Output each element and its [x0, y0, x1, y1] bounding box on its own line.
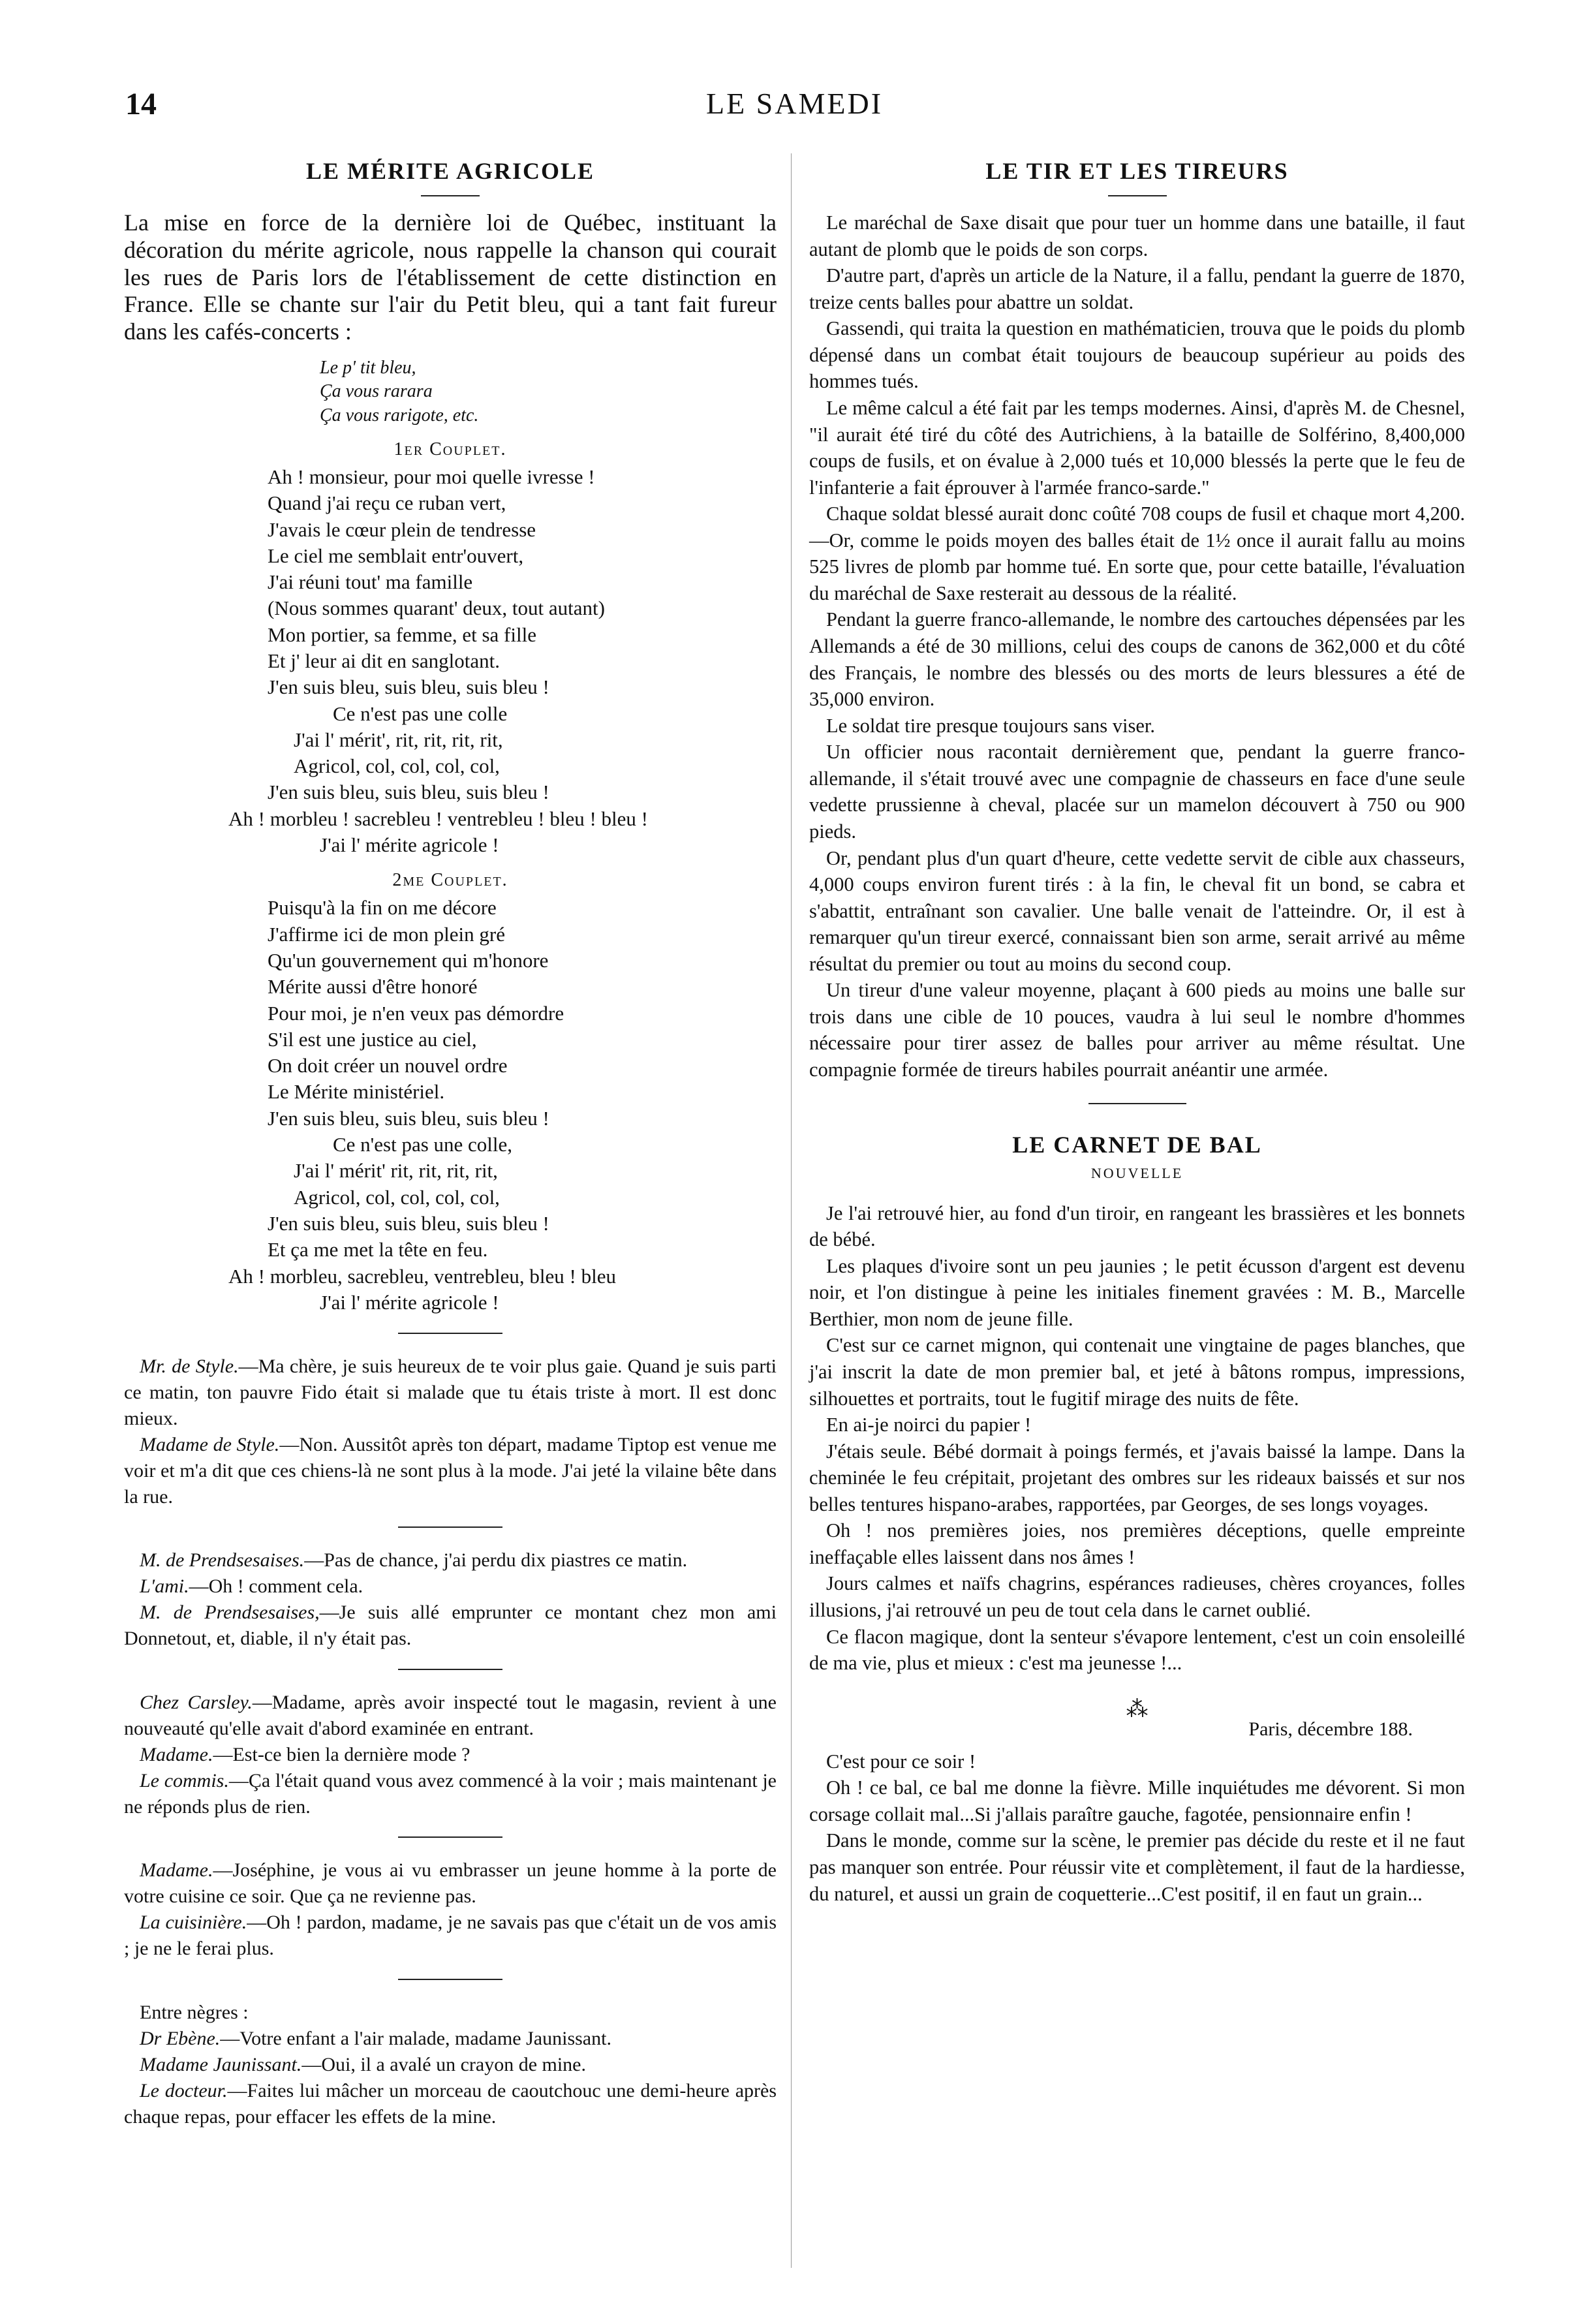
paragraph: D'autre part, d'après un article de la Nature, il a fallu, pendant la guerre de 1870, treize cents balles pour abattre un soldat. [809, 264, 1465, 313]
dialog-line [124, 1857, 777, 1910]
dialog-line [124, 1690, 777, 1742]
dialog-text: —Madame, après avoir inspecté tout le magasin, revient à une nouveauté qu'elle avait d'abord examinée en entrant. [124, 1692, 777, 1739]
poem-line: Agricol, col, col, col, col, [294, 754, 500, 778]
dialog-text: —Oui, il a avalé un crayon de mine. [301, 2053, 587, 2075]
anecdote-4 [124, 1857, 777, 1962]
poem-line: Le ciel me semblait entr'ouvert, [268, 544, 524, 567]
carnet-title: LE CARNET DE BAL [1012, 1131, 1262, 1158]
poem-line: Ah ! monsieur, pour moi quelle ivresse ! [268, 465, 595, 488]
poem-line: J'ai l' mérite agricole ! [320, 833, 499, 857]
carnet-subtitle: NOUVELLE [1090, 1164, 1184, 1181]
dialog-line [124, 1910, 777, 1962]
section-rule [398, 1836, 502, 1838]
speaker-name: Madame. [140, 1859, 213, 1882]
poem-line: J'en suis bleu, suis bleu, suis bleu ! [268, 1106, 549, 1130]
dialog-text: —Je suis allé emprunter ce montant chez mon ami Donnetout, et, diable, il n'y était pas. [124, 1602, 777, 1650]
dialog-text: —Oh ! comment cela. [189, 1575, 363, 1598]
poem-line: Pour moi, je n'en veux pas démordre [268, 1001, 564, 1025]
paragraph: Oh ! nos premières joies, nos premières déceptions, quelle empreinte ineffaçable elles laissent dans nos âmes ! [809, 1519, 1465, 1568]
paragraph: Je l'ai retrouvé hier, au fond d'un tiroir, en rangeant les brassières et les bonnets de bébé. [809, 1201, 1465, 1251]
poem-line: S'il est une justice au ciel, [268, 1027, 477, 1051]
paragraph: Les plaques d'ivoire sont un peu jaunies ; le petit écusson d'argent est devenu noir, et l'on distingue à peine les initiales finement gravées : M. B., Marcelle Berthier, mon nom de jeune fille. [809, 1254, 1465, 1330]
paragraph: Gassendi, qui traita la question en mathématicien, trouva que le poids du plomb dépensé dans un combat était toujours de beaucoup supérieur au poids des hommes tués. [809, 317, 1465, 393]
speaker-name: La cuisinière. [140, 1912, 247, 1934]
title-rule [421, 195, 480, 196]
paragraph: Un tireur d'une valeur moyenne, plaçant à 600 pieds au moins une balle sur trois dans une cible de 10 pouces, vaudra à lui seul le nombre d'hommes nécessaire pour tirer assez de balles pour arriver au même résultat. Une compagnie formée de tireurs habiles pourrait anéantir une armée. [809, 979, 1465, 1081]
paragraph: C'est sur ce carnet mignon, qui contenait une vingtaine de pages blanches, que j'ai inscrit la date de mon premier bal, et jeté à bâtons rompus, impressions, silhouettes et portraits, tout le fugitif mirage des nuits de fête. [809, 1334, 1465, 1410]
dialog-line [124, 1742, 777, 1768]
anecdote-5-intro: Entre nègres : [140, 2002, 249, 2024]
speaker-name: L'ami. [140, 1575, 189, 1598]
poem-line: J'ai l' mérite agricole ! [320, 1290, 499, 1314]
section-rule [398, 1669, 502, 1670]
poem-line: Mon portier, sa femme, et sa fille [268, 623, 536, 646]
dialog-line [124, 1600, 777, 1652]
merite-intro: La mise en force de la dernière loi de Québec, instituant la décoration du mérite agricole, nous rappelle la chanson qui courait les rues de Paris lors de l'établissement de cette distinction en France. Elle se chante sur l'air du Petit bleu, qui a tant fait fureur dans les cafés-concerts : [124, 209, 777, 345]
poem-line: Et ça me met la tête en feu. [268, 1238, 488, 1262]
speaker-name: Le docteur. [140, 2079, 228, 2101]
speaker-name: Madame Jaunissant. [140, 2053, 302, 2075]
couplet1-title: 1er Couplet. [393, 439, 507, 459]
speaker-name: Madame. [140, 1743, 213, 1765]
section-rule [1088, 1103, 1186, 1104]
refrain [124, 356, 777, 427]
section-rule [398, 1526, 502, 1528]
paragraph: Or, pendant plus d'un quart d'heure, cette vedette servit de cible aux chasseurs, 4,000 coups environ furent tirés : à la fin, le cheval fit un bond, se cabra et s'abattit, entraînant son cavalier. Une balle venait de l'atteindre. Or, il est à remarquer qu'un tireur exercé, connaissant bien son arme, serait arrivé au même résultat du premier ou tout au moins du second coup. [809, 846, 1465, 975]
paragraph: C'est pour ce soir ! [826, 1750, 976, 1773]
tir-body [809, 209, 1465, 1083]
carnet-body-2 [809, 1748, 1465, 1907]
paragraph: Pendant la guerre franco-allemande, le nombre des cartouches dépensées par les Allemands a été de 30 millions, celui des coups de canons de 362,000 et du côté des Français, le nombre des blessés ou des morts de leurs blessures a été de 35,000 environ. [809, 608, 1465, 711]
dialog-text: —Votre enfant a l'air malade, madame Jaunissant. [220, 2027, 611, 2049]
dialog-line [124, 2078, 777, 2130]
speaker-name: M. de Prendsesaises. [140, 1549, 305, 1572]
paragraph: Le maréchal de Saxe disait que pour tuer un homme dans une bataille, il faut autant de plomb que le poids de son corps. [809, 211, 1465, 260]
speaker-name: Mr. de Style. [140, 1356, 239, 1378]
paragraph: Un officier nous racontait dernièrement que, pendant la guerre franco-allemande, il s'était trouvé avec une compagnie de chasseurs en face d'une seule vedette prussienne à cheval, placée sur un mamelon découvert à 750 ou 900 pieds. [809, 741, 1465, 843]
speaker-name: Madame de Style. [140, 1433, 280, 1455]
paragraph: Ce flacon magique, dont la senteur s'évapore lentement, c'est un coin ensoleillé de ma vie, plus et mieux : c'est ma jeunesse !... [809, 1625, 1465, 1675]
dialog-text: —Pas de chance, j'ai perdu dix piastres ce matin. [304, 1549, 688, 1572]
title-rule [1108, 195, 1167, 196]
anecdote-1 [124, 1354, 777, 1510]
speaker-name: Dr Ebène. [140, 2027, 221, 2049]
poem-line: J'en suis bleu, suis bleu, suis bleu ! [268, 1211, 549, 1235]
poem-line: J'ai réuni tout' ma famille [268, 570, 473, 594]
poem-line: Puisqu'à la fin on me décore [268, 896, 497, 920]
poem-line: Ah ! morbleu, sacrebleu, ventrebleu, bleu ! bleu [228, 1264, 616, 1288]
speaker-name: M. de Prendsesaises, [140, 1602, 320, 1624]
paragraph: Chaque soldat blessé aurait donc coûté 708 coups de fusil et chaque mort 4,200.—Or, comme le poids moyen des balles était de 1½ once il aurait fallu au moins 525 livres de plomb par homme tué. En sorte que, pour cette bataille, l'évaluation du maréchal de Saxe resterait au dessous de la réalité. [809, 503, 1465, 604]
poem-line: Et j' leur ai dit en sanglotant. [268, 649, 500, 672]
paragraph: Le soldat tire presque toujours sans viser. [826, 714, 1155, 737]
anecdote-5 [124, 2000, 777, 2130]
poem-line: On doit créer un nouvel ordre [268, 1054, 508, 1077]
section-rule [398, 1979, 502, 1980]
dateline: Paris, décembre 188. [1248, 1718, 1413, 1740]
column-divider [791, 153, 792, 2268]
poem-line: J'en suis bleu, suis bleu, suis bleu ! [268, 781, 549, 804]
section-rule [398, 1333, 502, 1334]
paragraph: J'étais seule. Bébé dormait à poings fermés, et j'avais baissé la lampe. Dans la cheminée le feu crépitait, projetant des ombres sur les rideaux baissés et sur nos belles tentures hispano-arabes, rapportées, par Georges, de ses longs voyages. [809, 1440, 1465, 1515]
poem-line: Quand j'ai reçu ce ruban vert, [268, 491, 506, 515]
dialog-text: —Est-ce bien la dernière mode ? [213, 1743, 471, 1765]
refrain-line: Le p' tit bleu, [320, 357, 416, 378]
dialog-line [124, 2026, 777, 2052]
poem-line: Ce n'est pas une colle [333, 702, 508, 725]
dialog-line [124, 1547, 777, 1573]
dialog-text: —Faites lui mâcher un morceau de caoutchouc une demi-heure après chaque repas, pour effacer les effets de la mine. [124, 2079, 777, 2128]
right-column [809, 157, 1465, 1907]
journal-title: LE SAMEDI [705, 87, 884, 120]
dialog-line [124, 1573, 777, 1600]
carnet-body [809, 1200, 1465, 1677]
dialog-line [124, 1432, 777, 1510]
poem-line: Mérite aussi d'être honoré [268, 975, 478, 999]
page-number: 14 [125, 87, 157, 121]
dialog-line [124, 1768, 777, 1820]
poem-line: Qu'un gouvernement qui m'honore [268, 948, 549, 972]
poem-line: J'ai l' mérit', rit, rit, rit, rit, [294, 728, 503, 751]
dialog-text: —Oh ! pardon, madame, je ne savais pas que c'était un de vos amis ; je ne le ferai plus. [124, 1912, 777, 1960]
refrain-line: Ça vous rarara [320, 381, 433, 402]
dialog-text: —Ça l'était quand vous avez commencé à la voir ; mais maintenant je ne réponds plus de rien. [124, 1769, 777, 1818]
dialog-line [124, 1354, 777, 1432]
anecdote-2 [124, 1547, 777, 1652]
couplet1 [124, 464, 777, 858]
poem-line: Agricol, col, col, col, col, [294, 1185, 500, 1209]
paragraph: Jours calmes et naïfs chagrins, espérances radieuses, chères croyances, folles illusions, j'ai retrouvé un peu de tout cela dans le carnet oublié. [809, 1572, 1465, 1621]
poem-line: Le Mérite ministériel. [268, 1080, 445, 1104]
couplet2 [124, 895, 777, 1316]
poem-line: J'ai l' mérit' rit, rit, rit, rit, [294, 1159, 498, 1183]
poem-line: J'en suis bleu, suis bleu, suis bleu ! [268, 675, 549, 699]
couplet2-title: 2me Couplet. [392, 870, 508, 891]
refrain-line: Ça vous rarigote, etc. [320, 405, 479, 426]
paragraph: En ai-je noirci du papier ! [826, 1414, 1032, 1436]
paragraph: Dans le monde, comme sur la scène, le premier pas décide du reste et il ne faut pas manquer son entrée. Pour réussir vite et complètement, il faut de la hardiesse, du naturel, et aussi un grain de coquetterie...C'est positif, il en faut un grain... [809, 1829, 1465, 1905]
dialog-text: —Joséphine, je vous ai vu embrasser un jeune homme à la porte de votre cuisine ce soir. Que ça ne revienne pas. [124, 1859, 777, 1908]
speaker-name: Chez Carsley. [140, 1692, 253, 1714]
paragraph: Oh ! ce bal, ce bal me donne la fièvre. Mille inquiétudes me dévorent. Si mon corsage collait mal...Si j'allais paraître gauche, fagotée, pensionnaire enfin ! [809, 1776, 1465, 1825]
tir-title: LE TIR ET LES TIREURS [985, 158, 1289, 184]
poem-line: Ah ! morbleu ! sacrebleu ! ventrebleu ! bleu ! bleu ! [228, 807, 648, 830]
left-column [124, 157, 777, 2134]
poem-line: J'avais le cœur plein de tendresse [268, 518, 536, 541]
merite-title: LE MÉRITE AGRICOLE [305, 158, 595, 184]
paragraph: Le même calcul a été fait par les temps modernes. Ainsi, d'après M. de Chesnel, "il aurait été tiré du côté des Autrichiens, à la bataille de Solférino, 8,400,000 coups de fusils, et on évalue à 2,000 tués et 10,000 blessés la perte que le feu de l'infanterie a fait éprouver à l'armée franco-sarde." [809, 396, 1465, 499]
anecdote-5-lines [124, 2026, 777, 2130]
dialog-line [124, 2052, 777, 2078]
dialog-text: —Non. Aussitôt après ton départ, madame Tiptop est venue me voir et m'a dit que ces chiens-là ne sont plus à la mode. J'ai jeté la vilaine bête dans la rue. [124, 1433, 777, 1508]
poem-line: (Nous sommes quarant' deux, tout autant) [268, 596, 605, 620]
poem-line: J'affirme ici de mon plein gré [268, 922, 505, 946]
dialog-text: —Ma chère, je suis heureux de te voir plus gaie. Quand je suis parti ce matin, ton pauvre Fido était si malade que tu étais triste à mort. Il est donc mieux. [124, 1356, 777, 1429]
asterism: ⁂ [1126, 1697, 1149, 1722]
anecdote-3 [124, 1690, 777, 1820]
speaker-name: Le commis. [140, 1769, 229, 1791]
poem-line: Ce n'est pas une colle, [333, 1133, 513, 1156]
